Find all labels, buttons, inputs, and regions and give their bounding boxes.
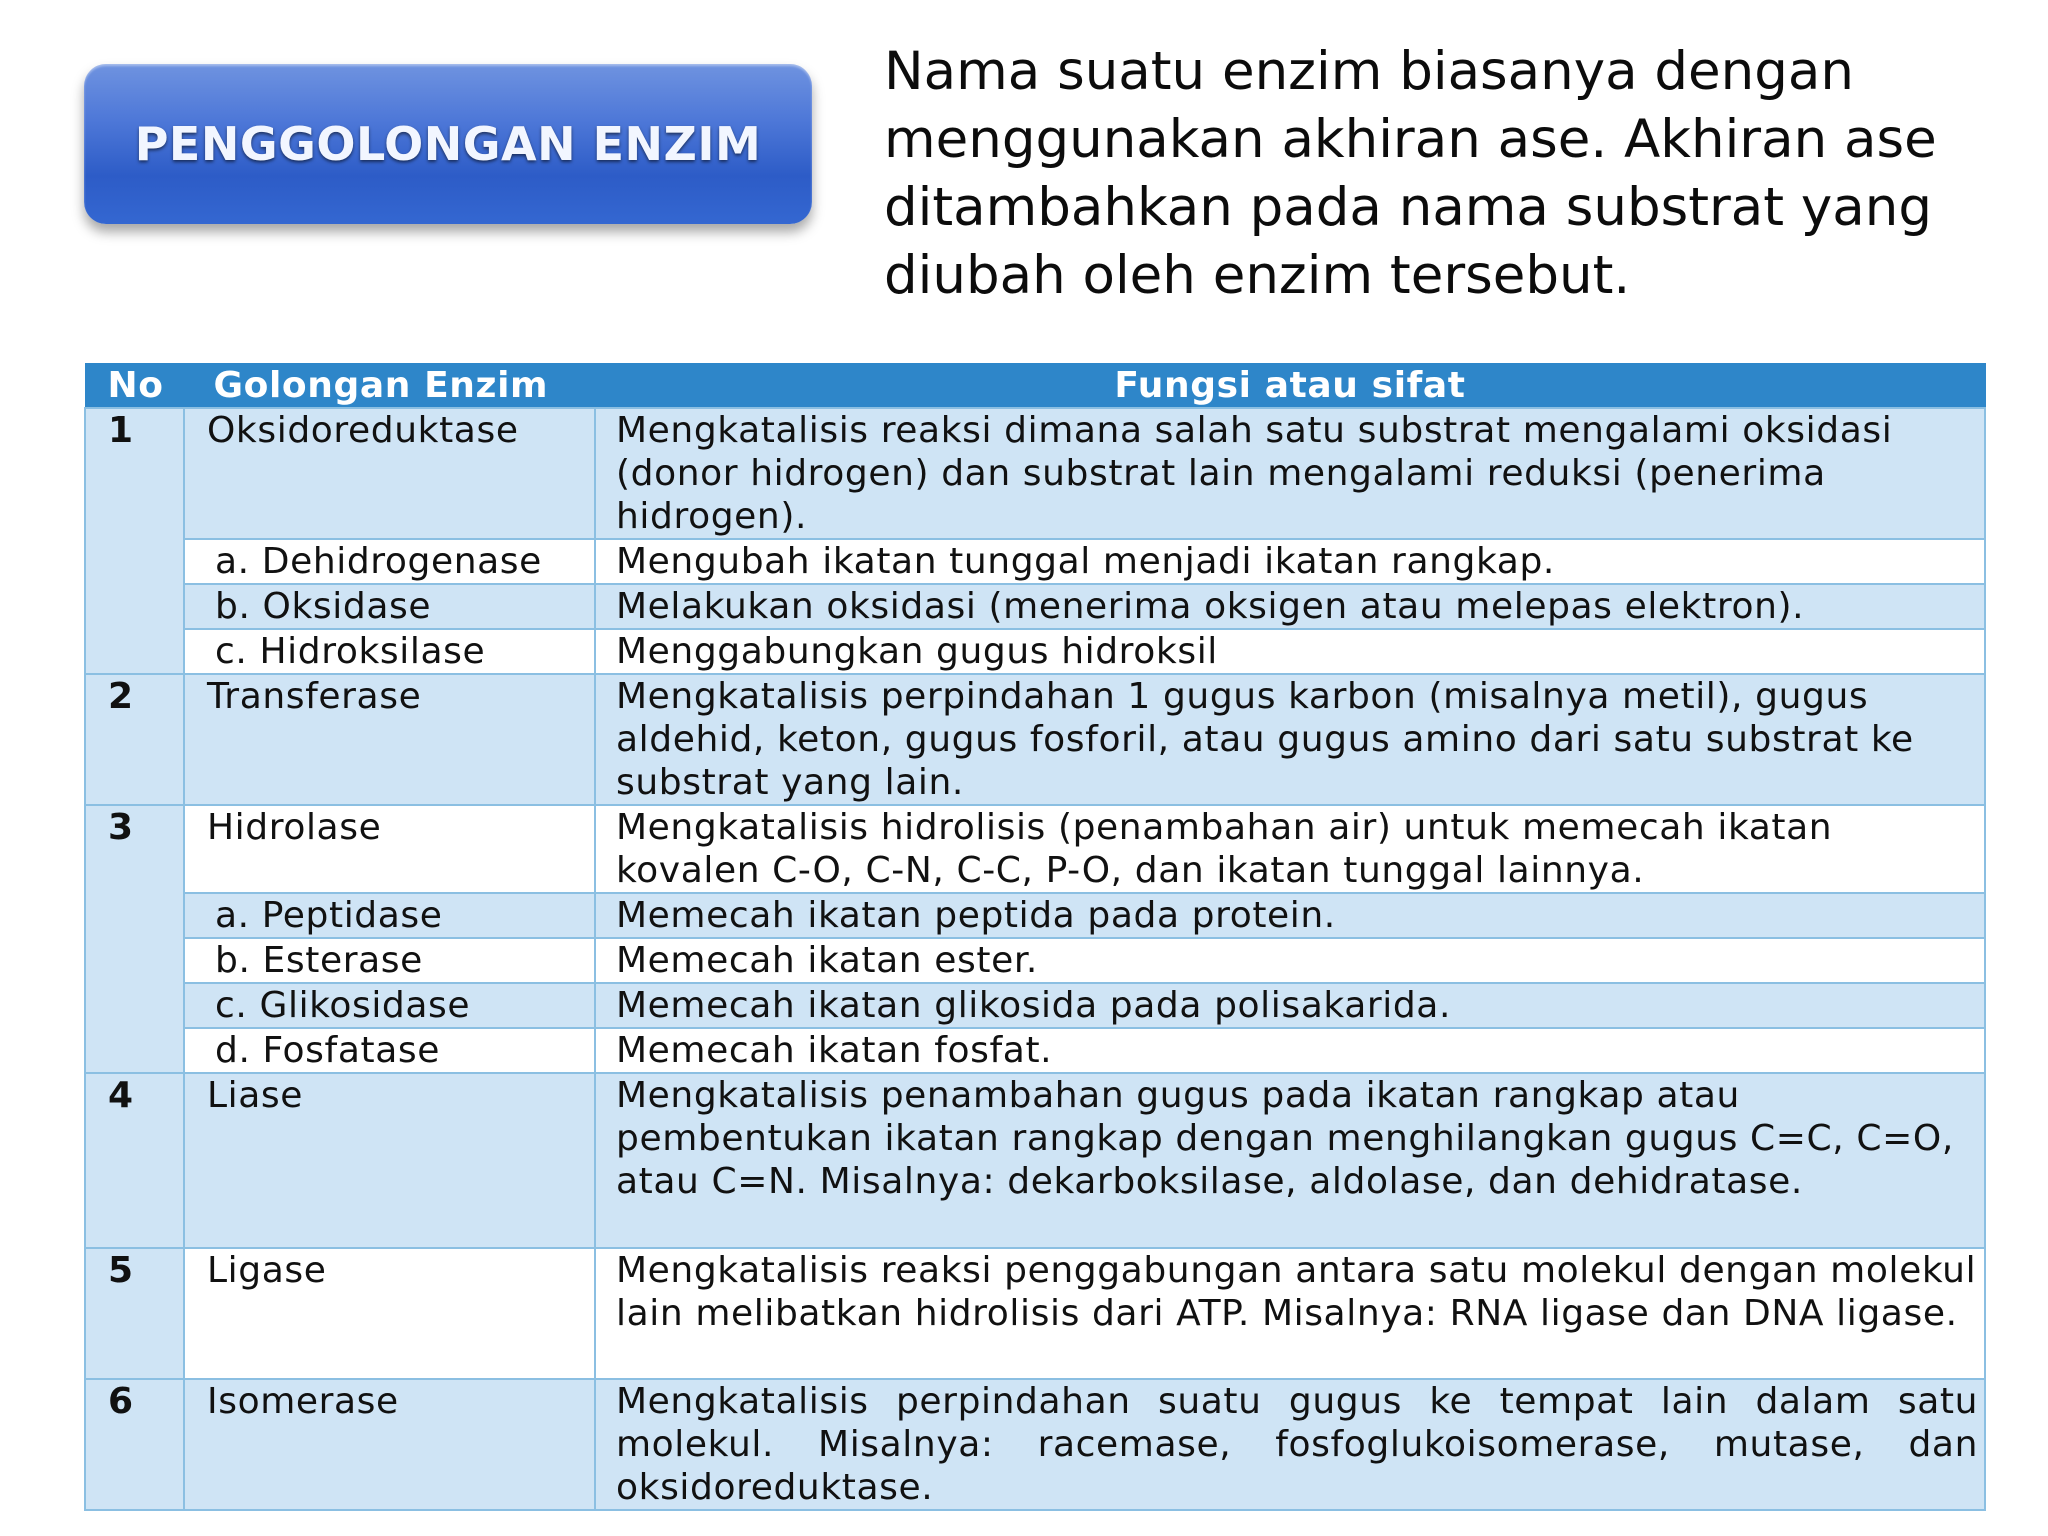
enzyme-function: Mengkatalisis perpindahan suatu gugus ke tempat lain dalam satu molekul. Misalnya: racemase, fosfoglukoisomerase, mutase, dan oksidoreduktase.	[595, 1379, 1985, 1510]
enzyme-subclass-name: a. Peptidase	[184, 893, 595, 938]
enzyme-function: Mengubah ikatan tunggal menjadi ikatan rangkap.	[595, 539, 1985, 584]
enzyme-subclass-name: c. Glikosidase	[184, 983, 595, 1028]
intro-paragraph	[884, 38, 2004, 310]
row-number: 3	[85, 805, 184, 1073]
enzyme-function: Memecah ikatan ester.	[595, 938, 1985, 983]
enzyme-function: Memecah ikatan glikosida pada polisakarida.	[595, 983, 1985, 1028]
enzyme-function: Mengkatalisis penambahan gugus pada ikatan rangkap atau pembentukan ikatan rangkap dengan menghilangkan gugus C=C, C=O, atau C=N. Misalnya: dekarboksilase, aldolase, dan dehidratase.	[595, 1073, 1985, 1248]
table-row	[85, 893, 1985, 938]
intro-line: Nama suatu enzim biasanya dengan	[884, 41, 1854, 102]
enzyme-subclass-name: c. Hidroksilase	[184, 629, 595, 674]
table-row	[85, 1028, 1985, 1073]
enzyme-function: Mengkatalisis hidrolisis (penambahan air) untuk memecah ikatan kovalen C-O, C-N, C-C, P-O, dan ikatan tunggal lainnya.	[595, 805, 1985, 893]
header-golongan: Golongan Enzim	[184, 364, 595, 409]
table-row	[85, 539, 1985, 584]
row-number: 6	[85, 1379, 184, 1510]
table-row	[85, 1248, 1985, 1379]
enzyme-classification-table	[84, 363, 1986, 1511]
enzyme-function: Memecah ikatan peptida pada protein.	[595, 893, 1985, 938]
table-row	[85, 1073, 1985, 1248]
intro-line: diubah oleh enzim tersebut.	[884, 245, 1631, 306]
enzyme-class-name: Hidrolase	[184, 805, 595, 893]
table-row	[85, 805, 1985, 893]
table-row	[85, 408, 1985, 539]
table-header-row	[85, 364, 1985, 409]
enzyme-class-name: Isomerase	[184, 1379, 595, 1510]
intro-line: ditambahkan pada nama substrat yang	[884, 177, 1932, 238]
table-row	[85, 629, 1985, 674]
enzyme-subclass-name: b. Esterase	[184, 938, 595, 983]
enzyme-subclass-name: a. Dehidrogenase	[184, 539, 595, 584]
row-number: 2	[85, 674, 184, 805]
enzyme-function: Menggabungkan gugus hidroksil	[595, 629, 1985, 674]
table-row	[85, 584, 1985, 629]
enzyme-class-name: Liase	[184, 1073, 595, 1248]
enzyme-function: Mengkatalisis perpindahan 1 gugus karbon (misalnya metil), gugus aldehid, keton, gugus fosforil, atau gugus amino dari satu substrat ke substrat yang lain.	[595, 674, 1985, 805]
intro-line: menggunakan akhiran ase. Akhiran ase	[884, 109, 1937, 170]
enzyme-function: Mengkatalisis reaksi penggabungan antara satu molekul dengan molekul lain melibatkan hidrolisis dari ATP. Misalnya: RNA ligase dan DNA ligase.	[595, 1248, 1985, 1379]
row-number: 4	[85, 1073, 184, 1248]
enzyme-function: Melakukan oksidasi (menerima oksigen atau melepas elektron).	[595, 584, 1985, 629]
enzyme-function: Memecah ikatan fosfat.	[595, 1028, 1985, 1073]
table-row	[85, 983, 1985, 1028]
header-fungsi: Fungsi atau sifat	[595, 364, 1985, 409]
table-row	[85, 938, 1985, 983]
enzyme-class-name: Transferase	[184, 674, 595, 805]
enzyme-class-name: Oksidoreduktase	[184, 408, 595, 539]
header-no: No	[85, 364, 184, 409]
enzyme-subclass-name: b. Oksidase	[184, 584, 595, 629]
table-row	[85, 1379, 1985, 1510]
enzyme-subclass-name: d. Fosfatase	[184, 1028, 595, 1073]
title-banner	[84, 64, 812, 224]
row-number: 1	[85, 408, 184, 674]
enzyme-function: Mengkatalisis reaksi dimana salah satu substrat mengalami oksidasi (donor hidrogen) dan substrat lain mengalami reduksi (penerima hidrogen).	[595, 408, 1985, 539]
enzyme-class-name: Ligase	[184, 1248, 595, 1379]
table-row	[85, 674, 1985, 805]
page-title: PENGGOLONGAN ENZIM	[134, 117, 762, 171]
row-number: 5	[85, 1248, 184, 1379]
